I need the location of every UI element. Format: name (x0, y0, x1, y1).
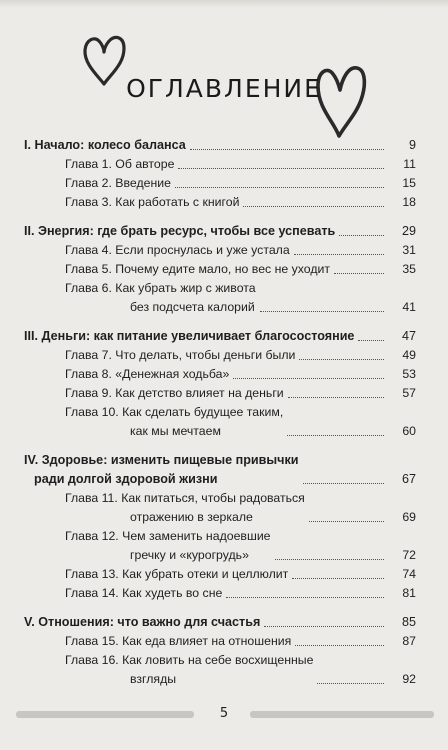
toc-section-entry (24, 327, 416, 346)
entry-label: Глава 13. Как убрать отеки и целлюлит (65, 567, 289, 581)
toc-chapter-entry (24, 193, 416, 212)
toc-chapter-entry (24, 279, 416, 317)
toc-section-entry (24, 136, 416, 155)
entry-page-number: 9 (408, 138, 416, 152)
dot-leader (275, 559, 384, 560)
entry-page-number: 47 (401, 329, 416, 343)
toc-chapter-entry (24, 260, 416, 279)
dot-leader (264, 626, 384, 627)
dot-leader (243, 206, 384, 207)
toc-section (24, 451, 416, 603)
entry-label (65, 489, 305, 527)
entry-label (65, 651, 313, 689)
entry-label-line2: гречку и «курогрудь» (130, 548, 249, 562)
toc-chapter-entry (24, 346, 416, 365)
entry-label: Глава 14. Как худеть во сне (65, 586, 223, 600)
dot-leader (190, 149, 384, 150)
dot-leader (292, 578, 384, 579)
entry-page-number: 85 (401, 615, 416, 629)
entry-label: III. Деньги: как питание увеличивает благосостояние (24, 329, 355, 343)
entry-page-number: 41 (402, 300, 416, 314)
toc-chapter-entry (24, 584, 416, 603)
dot-leader (358, 340, 384, 341)
entry-label-line1: Глава 12. Чем заменить надоевшие (65, 529, 271, 543)
toc-section (24, 136, 416, 212)
entry-page-number: 11 (403, 157, 416, 171)
toc-section (24, 222, 416, 317)
entry-label: V. Отношения: что важно для счастья (24, 615, 261, 629)
entry-page-number: 81 (402, 586, 416, 600)
toc-chapter-entry (24, 174, 416, 193)
toc-chapter-entry (24, 384, 416, 403)
entry-page-number: 49 (402, 348, 416, 362)
entry-label: Глава 5. Почему едите мало, но вес не уходит (65, 262, 331, 276)
entry-label-line2: как мы мечтаем (130, 424, 221, 438)
entry-page-number: 31 (402, 243, 416, 257)
dot-leader (317, 683, 384, 684)
entry-label: Глава 4. Если проснулась и уже устала (65, 243, 290, 257)
entry-page-number: 92 (402, 672, 416, 686)
entry-page-number: 18 (402, 195, 416, 209)
dot-leader (295, 645, 384, 646)
entry-page-number: 87 (402, 634, 416, 648)
entry-label: Глава 8. «Денежная ходьба» (65, 367, 230, 381)
dot-leader (288, 397, 384, 398)
entry-label: Глава 15. Как еда влияет на отношения (65, 634, 292, 648)
dot-leader (287, 435, 384, 436)
toc-chapter-entry (24, 365, 416, 384)
entry-label (65, 403, 283, 441)
entry-page-number: 69 (402, 510, 416, 524)
toc-section-entry (24, 613, 416, 632)
toc-chapter-entry (24, 651, 416, 689)
page-top-shadow (0, 0, 448, 8)
entry-page-number: 72 (402, 548, 416, 562)
toc-chapter-entry (24, 632, 416, 651)
toc-section (24, 613, 416, 689)
toc-section-entry (24, 451, 416, 489)
dot-leader (339, 235, 384, 236)
entry-page-number: 60 (402, 424, 416, 438)
entry-label-line1: IV. Здоровье: изменить пищевые привычки (24, 453, 299, 467)
dot-leader (309, 521, 384, 522)
entry-label: II. Энергия: где брать ресурс, чтобы все успевать (24, 224, 336, 238)
entry-label: Глава 1. Об авторе (65, 157, 175, 171)
page-number: 5 (219, 706, 229, 721)
entry-label-line1: Глава 11. Как питаться, чтобы радоваться (65, 491, 305, 505)
entry-label (65, 527, 271, 565)
toc-section-entry (24, 222, 416, 241)
toc-chapter-entry (24, 565, 416, 584)
entry-label-line1: Глава 10. Как сделать будущее таким, (65, 405, 284, 419)
entry-page-number: 53 (402, 367, 416, 381)
entry-page-number: 35 (402, 262, 416, 276)
dot-leader (294, 254, 384, 255)
entry-page-number: 74 (402, 567, 416, 581)
dot-leader (334, 273, 384, 274)
dot-leader (175, 187, 384, 188)
toc-chapter-entry (24, 241, 416, 260)
toc-chapter-entry (24, 403, 416, 441)
dot-leader (260, 311, 384, 312)
entry-label-line2: взгляды (130, 672, 177, 686)
entry-label: Глава 2. Введение (65, 176, 171, 190)
toc-chapter-entry (24, 489, 416, 527)
entry-label-line2: отражению в зеркале (130, 510, 253, 524)
page-title: ОГЛАВЛЕНИЕ (126, 74, 322, 103)
entry-label-line1: Глава 6. Как убрать жир с живота (65, 281, 256, 295)
entry-label-line2: без подсчета калорий (130, 300, 255, 314)
entry-label-line2: ради долгой здоровой жизни (34, 472, 218, 486)
toc-chapter-entry (24, 527, 416, 565)
entry-label (65, 279, 256, 317)
entry-label: Глава 7. Что делать, чтобы деньги были (65, 348, 296, 362)
dot-leader (178, 168, 384, 169)
entry-page-number: 29 (401, 224, 416, 238)
entry-page-number: 57 (402, 386, 416, 400)
dot-leader (233, 378, 384, 379)
toc-chapter-entry (24, 155, 416, 174)
dot-leader (226, 597, 384, 598)
entry-label: Глава 3. Как работать с книгой (65, 195, 240, 209)
entry-label-line1: Глава 16. Как ловить на себе восхищенные (65, 653, 314, 667)
table-of-contents (24, 136, 416, 699)
entry-page-number: 67 (401, 472, 416, 486)
entry-label: I. Начало: колесо баланса (24, 138, 186, 152)
dot-leader (299, 359, 384, 360)
entry-label: Глава 9. Как детство влияет на деньги (65, 386, 284, 400)
dot-leader (303, 483, 384, 484)
entry-label (24, 451, 299, 489)
toc-section (24, 327, 416, 441)
entry-page-number: 15 (402, 176, 416, 190)
